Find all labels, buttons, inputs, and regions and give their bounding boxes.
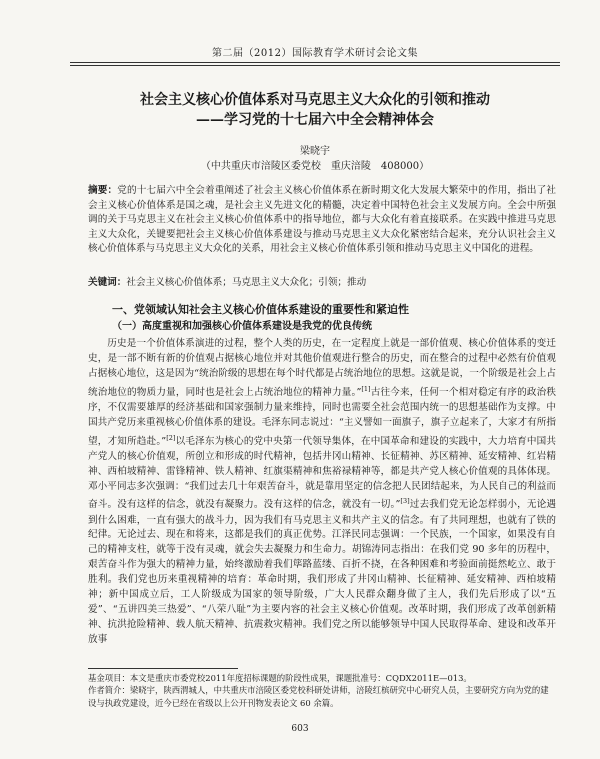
section-heading: 一、党领域认知社会主义核心价值体系建设的重要性和紧迫性 (112, 303, 409, 316)
header-rule-top (70, 62, 560, 63)
author-affiliation: （中共重庆市涪陵区委党校 重庆涪陵 408000） (200, 161, 430, 172)
author-name: 梁晓宇 (300, 146, 330, 157)
subsection-heading: （一）高度重视和加强核心价值体系建设是我党的优良传统 (112, 321, 372, 332)
abstract-label: 摘要： (88, 185, 118, 196)
body-text (88, 337, 556, 648)
title-line-2: ——学习党的十七届六中全会精神体会 (196, 112, 434, 128)
page-number: 603 (291, 724, 309, 734)
body-part-3: 以毛泽东为核心的党中央第一代领导集体，在中国革命和建设的实践中，大力培育中国共产党人的核心价值观，所创立和形成的时代精神，包括井冈山精神、长征精神、苏区精神、延安精神、红岩精神、西柏坡精神、雷锋精神、铁人精神、红旗渠精神和焦裕禄精神等，都是共产党人核心价值观的具体体现。邓小平同志多次强调：“我们过去几十年艰苦奋斗，就是靠用坚定的信念把人民团结起来，为人民自己的利益而奋斗。没有这样的信念，就没有凝聚力。没有这样的信念，就没有一切。” (88, 435, 557, 511)
keywords (88, 276, 556, 290)
citation-2: [2] (166, 433, 176, 442)
abstract (88, 184, 556, 257)
author-block (70, 144, 560, 174)
paper-title (70, 90, 560, 130)
keywords-text: 社会主义核心价值体系；马克思主义大众化；引领；推动 (126, 277, 367, 288)
body-part-1: 历史是一个价值体系演进的过程，整个人类的历史，在一定程度上就是一部价值观、核心价值体系的变迁史，是一部不断有新的价值观占据核心地位并对其他价值观进行整合的历史，而在整合的过程中必然有价值观占据核心地位，这是因为“统治阶级的思想在每个时代都是占统治地位的思想。这就是说，一个阶级是社会上占统治地位的物质力量，同时也是社会上占统治地位的精神力量。” (88, 338, 556, 398)
footnote-funding: 基金项目：本文是重庆市委党校2011年度招标课题的阶段性成果，课题批准号：CQDX2011E—013。 (88, 673, 472, 683)
body-part-4: 过去我们党无论怎样弱小，无论遇到什么困难，一直有强大的战斗力，因为我们有马克思主义和共产主义的信念。有了共同理想，也就有了铁的纪律。无论过去、现在和将来，这都是我们的真正优势。江泽民同志强调：一个民族，一个国家，如果没有自己的精神支柱，就等于没有灵魂，就会失去凝聚力和生命力。胡锦涛同志指出：在我们党 90 多年的历程中，艰苦奋斗作为强大的精神力量，始终激励着我们筚路蓝缕、百折不挠，在各种困难和考验面前挺然屹立、敢于胜利。我们党也历来重视精神的培育：革命时期，我们形成了井冈山精神、长征精神、延安精神、西柏坡精神；新中国成立后，工人阶级成为国家的领导阶级，广大人民群众翻身做了主人，我们先后形成了以“五爱”、“五讲四美三热爱”、“八荣八耻”为主要内容的社会主义核心价值观。改革时期，我们形成了改革创新精神、抗洪抢险精神、载人航天精神、抗震救灾精神。我们党之所以能够领导中国人民取得革命、建设和改革开放事 (88, 499, 557, 645)
running-head: 第二届（2012）国际教育学术研讨会论文集 (212, 48, 418, 59)
footnotes (88, 672, 556, 709)
abstract-text: 党的十七届六中全会着重阐述了社会主义核心价值体系在新时期文化大发展大繁荣中的作用，指出了社会主义核心价值体系是国之魂，是社会主义先进文化的精髓，决定着中国特色社会主义发展方向。全会中所强调的关于马克思主义在社会主义核心价值体系中的指导地位，都与大众化有着直接联系。在实践中推进马克思主义大众化，关键要把社会主义核心价值体系建设与推动马克思主义大众化紧密结合起来，充分认识社会主义核心价值体系与马克思主义大众化的关系，用社会主义核心价值体系引领和推动马克思主义中国化的进程。 (88, 185, 557, 255)
citation-3: [3] (400, 497, 410, 506)
keywords-label: 关键词： (88, 277, 127, 288)
citation-1: [1] (361, 384, 371, 393)
title-line-1: 社会主义核心价值体系对马克思主义大众化的引领和推动 (140, 92, 490, 108)
footnote-author-bio: 作者简介：梁晓宇，陕西渭城人，中共重庆市涪陵区委党校科研处讲师，涪陵红槟研究中心研究人员，主要研究方向为党的建设与执政党建设，近今已经在省级以上公开刊物发表论文 60 余篇。 (88, 685, 549, 708)
footnote-rule (88, 668, 238, 669)
body-part-2: 古往今来，任何一个相对稳定有序的政治秩序，不仅需要雄厚的经济基础和国家强制力量来维持，同时也需要全社会范围内统一的思想基础作为支撑。中国共产党历来重视核心价值体系的建设。毛泽东同志说过：“主义譬如一面旗子，旗子立起来了，大家才有所指望，才知所趋赴。” (88, 386, 556, 447)
header-rule-bottom (70, 65, 560, 66)
